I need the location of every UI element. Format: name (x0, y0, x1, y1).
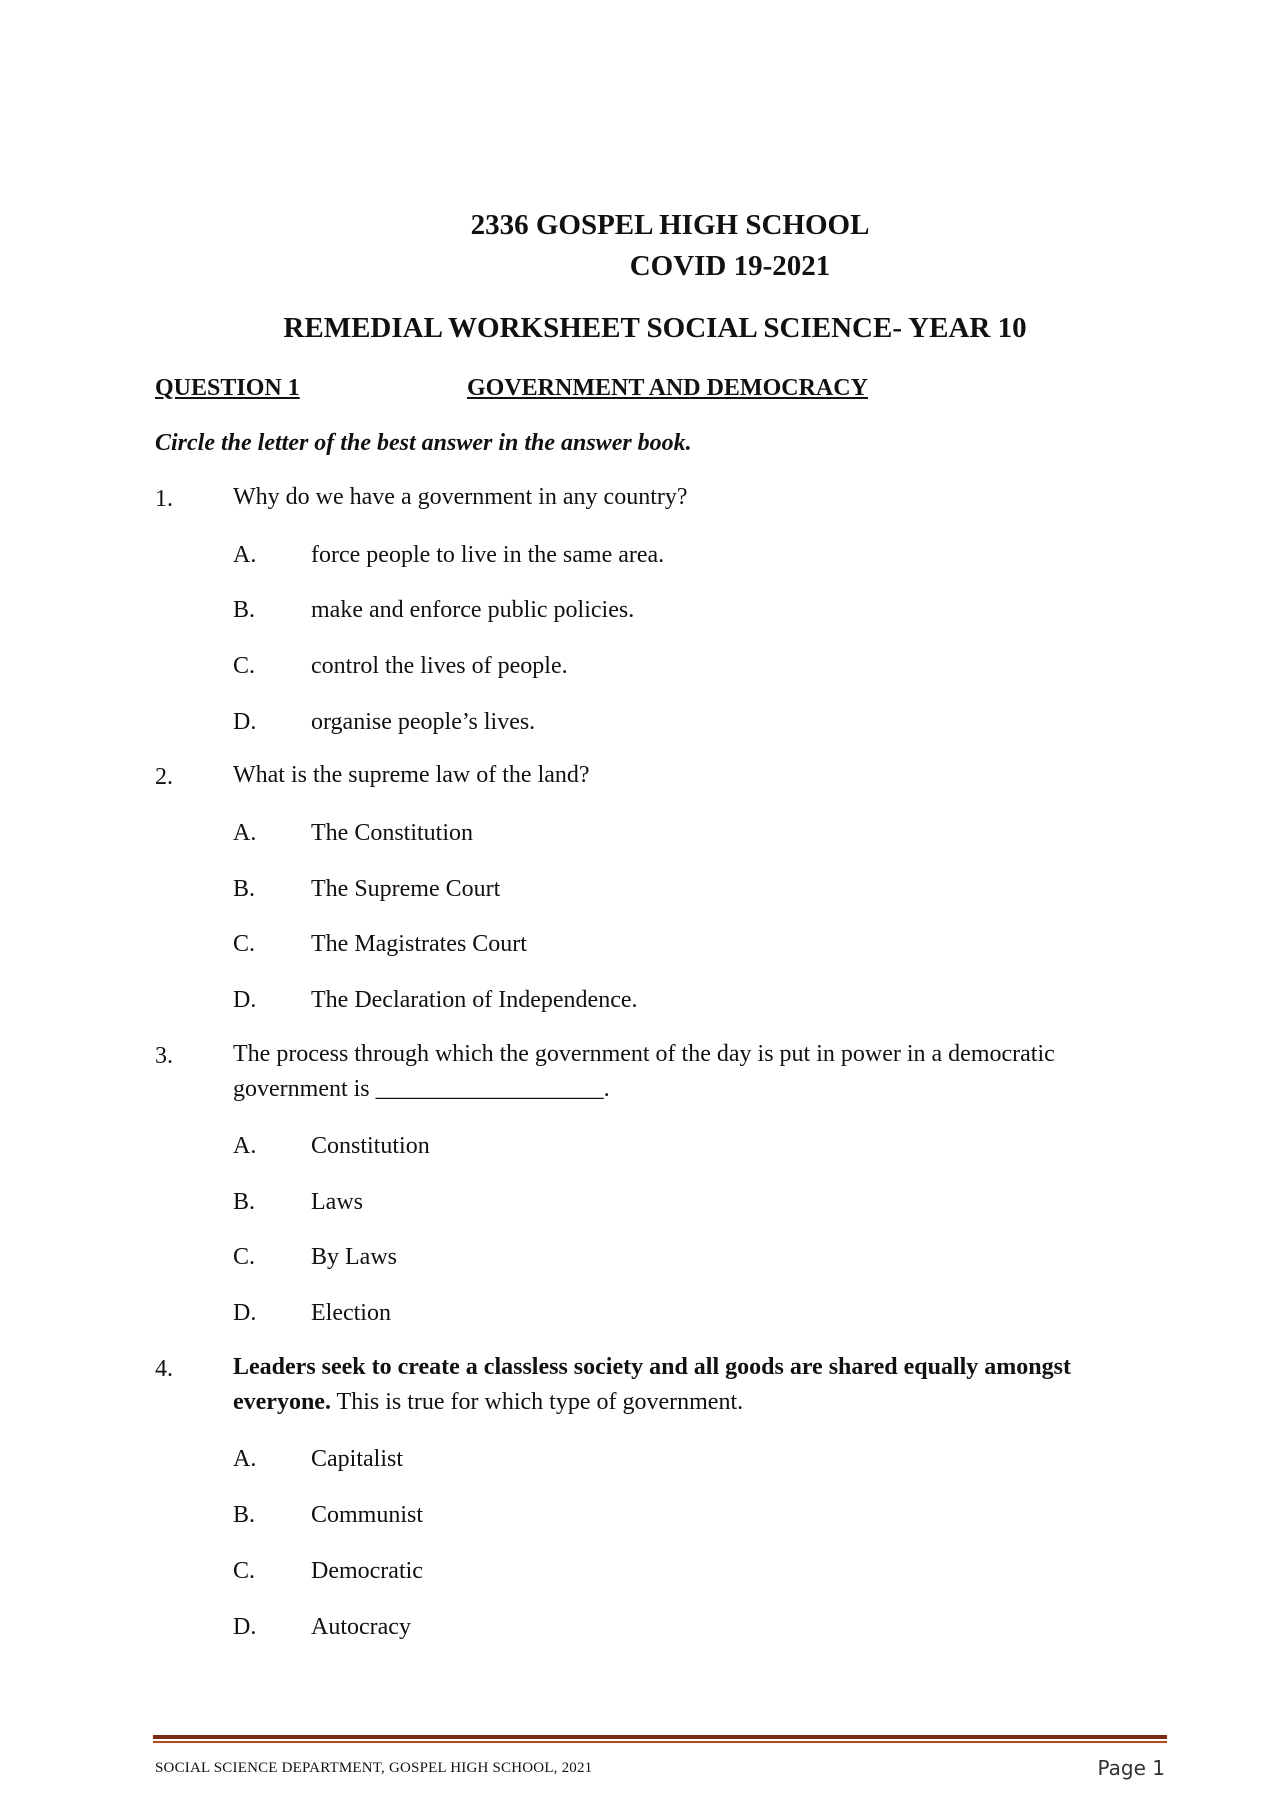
question-2-option-a-text: The Constitution (311, 820, 473, 846)
question-4-option-d-letter: D. (233, 1614, 257, 1640)
question-3-number: 3. (155, 1043, 173, 1069)
question-4-option-a-text: Capitalist (311, 1446, 403, 1472)
question-1-option-b-text: make and enforce public policies. (311, 597, 635, 623)
question-2-option-a-letter: A. (233, 820, 257, 846)
question-3-option-a-letter: A. (233, 1133, 257, 1159)
question-2-option-c-text: The Magistrates Court (311, 931, 527, 957)
question-4-option-b-letter: B. (233, 1502, 256, 1528)
instruction-text: Circle the letter of the best answer in the answer book. (155, 430, 692, 456)
question-1-option-c-letter: C. (233, 653, 256, 679)
question-2-number: 2. (155, 764, 173, 790)
worksheet-title: REMEDIAL WORKSHEET SOCIAL SCIENCE- YEAR 10 (283, 312, 1027, 344)
question-4-option-d-text: Autocracy (311, 1614, 411, 1640)
footer-rule (153, 1735, 1167, 1739)
question-4-text (233, 1350, 1133, 1420)
question-2-option-d-letter: D. (233, 987, 257, 1013)
footer-rule-thin (153, 1741, 1167, 1743)
page-number: Page 1 (1097, 1756, 1165, 1780)
question-1-option-a-text: force people to live in the same area. (311, 542, 665, 568)
question-1-option-c-text: control the lives of people. (311, 653, 568, 679)
school-title: 2336 GOSPEL HIGH SCHOOL (470, 209, 870, 241)
question-1-option-a-letter: A. (233, 542, 257, 568)
section-title: GOVERNMENT AND DEMOCRACY (467, 375, 868, 401)
question-1-number: 1. (155, 486, 173, 512)
question-3-text: The process through which the government of the day is put in power in a democratic government is ___________________. (233, 1041, 1055, 1102)
question-3-option-d-text: Election (311, 1300, 391, 1326)
covid-year-title: COVID 19-2021 (629, 250, 831, 282)
question-2-option-b-text: The Supreme Court (311, 876, 501, 902)
question-2-option-c-letter: C. (233, 931, 256, 957)
question-4-option-a-letter: A. (233, 1446, 257, 1472)
question-4-option-c-text: Democratic (311, 1558, 423, 1584)
question-3-option-c-letter: C. (233, 1244, 256, 1270)
question-4-text-rest: This is true for which type of government. (330, 1389, 744, 1415)
question-3-option-b-letter: B. (233, 1189, 256, 1215)
question-1-option-b-letter: B. (233, 597, 256, 623)
question-4-number: 4. (155, 1356, 173, 1382)
question-3-option-d-letter: D. (233, 1300, 257, 1326)
question-3-option-a-text: Constitution (311, 1133, 430, 1159)
section-label: QUESTION 1 (155, 375, 300, 401)
question-4-text-bold: Leaders seek to create a classless society and all goods are shared equally amongst everyone. (233, 1354, 1071, 1415)
question-1-option-d-letter: D. (233, 709, 257, 735)
question-3-option-c-text: By Laws (311, 1244, 397, 1270)
question-1-option-d-text: organise people’s lives. (311, 709, 536, 735)
question-2-option-d-text: The Declaration of Independence. (311, 987, 638, 1013)
question-2-text: What is the supreme law of the land? (233, 762, 590, 788)
question-3-option-b-text: Laws (311, 1189, 363, 1215)
question-4-option-c-letter: C. (233, 1558, 256, 1584)
question-4-option-b-text: Communist (311, 1502, 424, 1528)
question-2-option-b-letter: B. (233, 876, 256, 902)
footer-department-text: SOCIAL SCIENCE DEPARTMENT, GOSPEL HIGH SCHOOL, 2021 (155, 1760, 593, 1776)
question-1-text: Why do we have a government in any country? (233, 484, 688, 510)
